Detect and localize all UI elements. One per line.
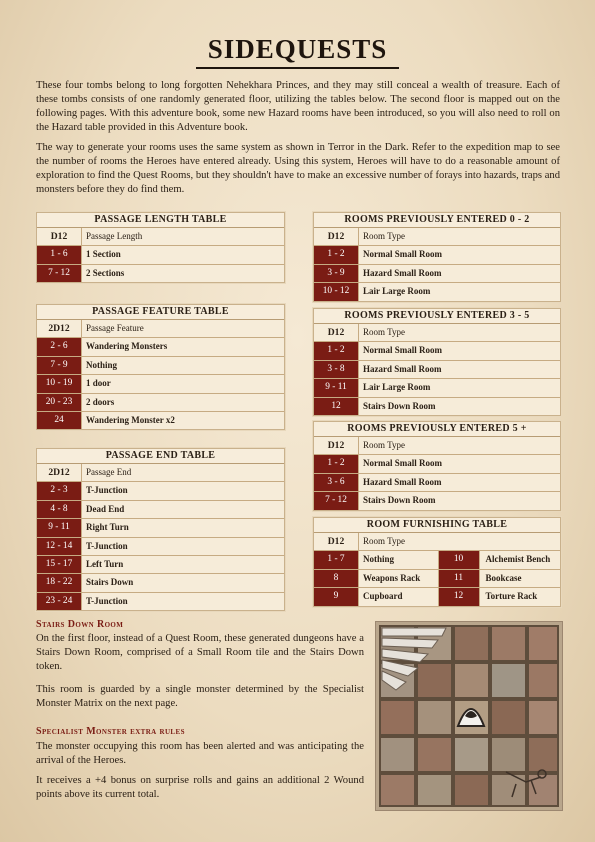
header-cell: 2D12 bbox=[37, 464, 82, 481]
header-cell: D12 bbox=[314, 324, 359, 341]
result-cell: Weapons Rack bbox=[363, 572, 421, 583]
roll-cell: 2 - 6 bbox=[37, 338, 82, 355]
roll-cell: 2 - 3 bbox=[37, 482, 82, 499]
header-cell: D12 bbox=[314, 228, 359, 245]
table-row bbox=[314, 379, 560, 397]
result-cell: T-Junction bbox=[86, 485, 128, 496]
roll-cell: 12 bbox=[314, 398, 359, 415]
title-underline bbox=[196, 67, 399, 69]
result-cell: 1 Section bbox=[86, 249, 121, 260]
table-row bbox=[37, 412, 284, 429]
roll-cell: 18 - 22 bbox=[37, 574, 82, 591]
table-row bbox=[37, 538, 284, 556]
header-cell: D12 bbox=[37, 228, 82, 245]
table-row bbox=[37, 519, 284, 537]
roll-cell: 7 - 9 bbox=[37, 357, 82, 374]
rooms-3-5-table bbox=[313, 308, 561, 416]
specialist-paragraph-2: It receives a +4 bonus on surprise rolls and gains an additional 2 Wound points above its current total. bbox=[36, 775, 364, 800]
table-row bbox=[37, 556, 284, 574]
roll-cell: 11 bbox=[438, 570, 480, 587]
table-header-row bbox=[37, 464, 284, 482]
stairs-down-paragraph-2: This room is guarded by a single monster determined by the Specialist Monster Matrix on the next page. bbox=[36, 684, 364, 709]
table-row bbox=[37, 501, 284, 519]
table-row bbox=[314, 570, 560, 588]
header-cell: Room Type bbox=[363, 440, 405, 450]
specialist-heading: Specialist Monster extra rules bbox=[36, 726, 185, 737]
result-cell: Stairs Down Room bbox=[363, 495, 436, 506]
roll-cell: 9 - 11 bbox=[37, 519, 82, 536]
page-title: SIDEQUESTS bbox=[207, 34, 388, 64]
roll-cell: 3 - 9 bbox=[314, 265, 359, 282]
header-cell: Room Type bbox=[363, 536, 405, 546]
roll-cell: 1 - 2 bbox=[314, 246, 359, 263]
table-header-row bbox=[314, 228, 560, 246]
table-header-row bbox=[314, 324, 560, 342]
table-row bbox=[314, 265, 560, 283]
result-cell: Stairs Down Room bbox=[363, 400, 436, 411]
result-cell: T-Junction bbox=[86, 595, 128, 606]
table-row bbox=[314, 551, 560, 569]
table-header-row bbox=[37, 320, 284, 338]
intro-paragraph-2: The way to generate your rooms uses the same system as shown in Terror in the Dark. Refer to the expedition map to see the number of rooms the Heroes have entered already. Using this system, Heroes will have to do a reasonable amount of exploration to find the Quest Rooms, but they shouldn't have to make an excessive number of forays into hazards, traps and monsters before they do find them. bbox=[36, 142, 560, 196]
table-title: ROOMS PREVIOUSLY ENTERED 5 + bbox=[314, 422, 560, 437]
result-cell: Nothing bbox=[363, 554, 395, 565]
table-row bbox=[314, 246, 560, 264]
result-cell: Stairs Down bbox=[86, 577, 134, 588]
roll-cell: 9 bbox=[314, 588, 359, 605]
roll-cell: 1 - 7 bbox=[314, 551, 359, 568]
roll-cell: 1 - 2 bbox=[314, 342, 359, 359]
table-row bbox=[314, 588, 560, 605]
result-cell: Hazard Small Room bbox=[363, 476, 442, 487]
header-cell: Passage Length bbox=[86, 231, 143, 241]
roll-cell: 3 - 6 bbox=[314, 474, 359, 491]
rooms-5-plus-table bbox=[313, 421, 561, 511]
result-cell: Normal Small Room bbox=[363, 345, 442, 356]
result-cell: Hazard Small Room bbox=[363, 363, 442, 374]
roll-cell: 12 bbox=[438, 588, 480, 605]
result-cell: Left Turn bbox=[86, 558, 124, 569]
header-cell: Passage End bbox=[86, 467, 132, 477]
roll-cell: 24 bbox=[37, 412, 82, 429]
roll-cell: 3 - 8 bbox=[314, 361, 359, 378]
table-row bbox=[314, 492, 560, 509]
table-row bbox=[314, 398, 560, 415]
roll-cell: 7 - 12 bbox=[37, 265, 82, 282]
result-cell: Normal Small Room bbox=[363, 458, 442, 469]
result-cell: Torture Rack bbox=[485, 591, 538, 602]
stairs-room-illustration bbox=[375, 621, 563, 811]
stairs-down-heading: Stairs Down Room bbox=[36, 619, 124, 630]
result-cell: Dead End bbox=[86, 503, 125, 514]
table-title: ROOMS PREVIOUSLY ENTERED 0 - 2 bbox=[314, 213, 560, 228]
roll-cell: 10 - 12 bbox=[314, 283, 359, 300]
table-title: ROOMS PREVIOUSLY ENTERED 3 - 5 bbox=[314, 309, 560, 324]
result-cell: Wandering Monsters bbox=[86, 341, 168, 352]
roll-cell: 20 - 23 bbox=[37, 394, 82, 411]
table-row bbox=[37, 574, 284, 592]
result-cell: 1 door bbox=[86, 378, 111, 389]
result-cell: Alchemist Bench bbox=[485, 554, 551, 565]
table-row bbox=[37, 482, 284, 500]
result-cell: Normal Small Room bbox=[363, 249, 442, 260]
result-cell: Cupboard bbox=[363, 591, 403, 602]
table-row bbox=[314, 455, 560, 473]
table-row bbox=[37, 246, 284, 264]
roll-cell: 1 - 6 bbox=[37, 246, 82, 263]
intro-paragraph-1: These four tombs belong to long forgotten Nehekhara Princes, and they may still conceal a wealth of treasure. Each of these tombs consists of one randomly generated floor, utilizing the tables below. The second floor is mapped out on the following pages. With this adventure book, some new Hazard rooms have been introduced, so you will also need to roll on the Hazard table provided in this Adventure book. bbox=[36, 80, 560, 134]
header-cell: D12 bbox=[314, 437, 359, 454]
roll-cell: 23 - 24 bbox=[37, 593, 82, 610]
table-header-row bbox=[314, 533, 560, 551]
result-cell: Bookcase bbox=[485, 572, 522, 583]
table-row bbox=[314, 474, 560, 492]
table-row bbox=[37, 357, 284, 375]
table-row bbox=[314, 342, 560, 360]
roll-cell: 15 - 17 bbox=[37, 556, 82, 573]
roll-cell: 12 - 14 bbox=[37, 538, 82, 555]
table-row bbox=[37, 265, 284, 282]
room-furnishing-table bbox=[313, 517, 561, 607]
passage-feature-table bbox=[36, 304, 285, 430]
result-cell: Lair Large Room bbox=[363, 382, 431, 393]
table-header-row bbox=[314, 437, 560, 455]
roll-cell: 10 bbox=[438, 551, 480, 568]
result-cell: Lair Large Room bbox=[363, 286, 431, 297]
roll-cell: 9 - 11 bbox=[314, 379, 359, 396]
result-cell: Right Turn bbox=[86, 522, 129, 533]
dungeon-tile-icon bbox=[376, 622, 562, 810]
table-title: PASSAGE END TABLE bbox=[37, 449, 284, 464]
passage-length-table bbox=[36, 212, 285, 283]
passage-end-table bbox=[36, 448, 285, 611]
rooms-0-2-table bbox=[313, 212, 561, 302]
table-title: PASSAGE LENGTH TABLE bbox=[37, 213, 284, 228]
stairs-down-paragraph-1: On the first floor, instead of a Quest Room, these generated dungeons have a Stairs Down Room, comprised of a Small Room tile and the Stairs Down token. bbox=[36, 633, 364, 672]
result-cell: 2 doors bbox=[86, 396, 115, 407]
header-cell: Room Type bbox=[363, 327, 405, 337]
roll-cell: 1 - 2 bbox=[314, 455, 359, 472]
roll-cell: 4 - 8 bbox=[37, 501, 82, 518]
header-cell: 2D12 bbox=[37, 320, 82, 337]
result-cell: T-Junction bbox=[86, 540, 128, 551]
header-cell: D12 bbox=[314, 533, 359, 550]
table-row bbox=[37, 394, 284, 412]
result-cell: 2 Sections bbox=[86, 267, 125, 278]
result-cell: Nothing bbox=[86, 359, 118, 370]
table-row bbox=[37, 593, 284, 610]
table-row bbox=[37, 338, 284, 356]
roll-cell: 8 bbox=[314, 570, 359, 587]
table-title: ROOM FURNISHING TABLE bbox=[314, 518, 560, 533]
table-row bbox=[314, 283, 560, 300]
table-row bbox=[37, 375, 284, 393]
table-row bbox=[314, 361, 560, 379]
result-cell: Hazard Small Room bbox=[363, 267, 442, 278]
result-cell: Wandering Monster x2 bbox=[86, 414, 175, 425]
table-header-row bbox=[37, 228, 284, 246]
table-title: PASSAGE FEATURE TABLE bbox=[37, 305, 284, 320]
header-cell: Room Type bbox=[363, 231, 405, 241]
roll-cell: 7 - 12 bbox=[314, 492, 359, 509]
roll-cell: 10 - 19 bbox=[37, 375, 82, 392]
specialist-paragraph-1: The monster occupying this room has been alerted and was anticipating the arrival of the Heroes. bbox=[36, 741, 364, 766]
header-cell: Passage Feature bbox=[86, 323, 144, 333]
